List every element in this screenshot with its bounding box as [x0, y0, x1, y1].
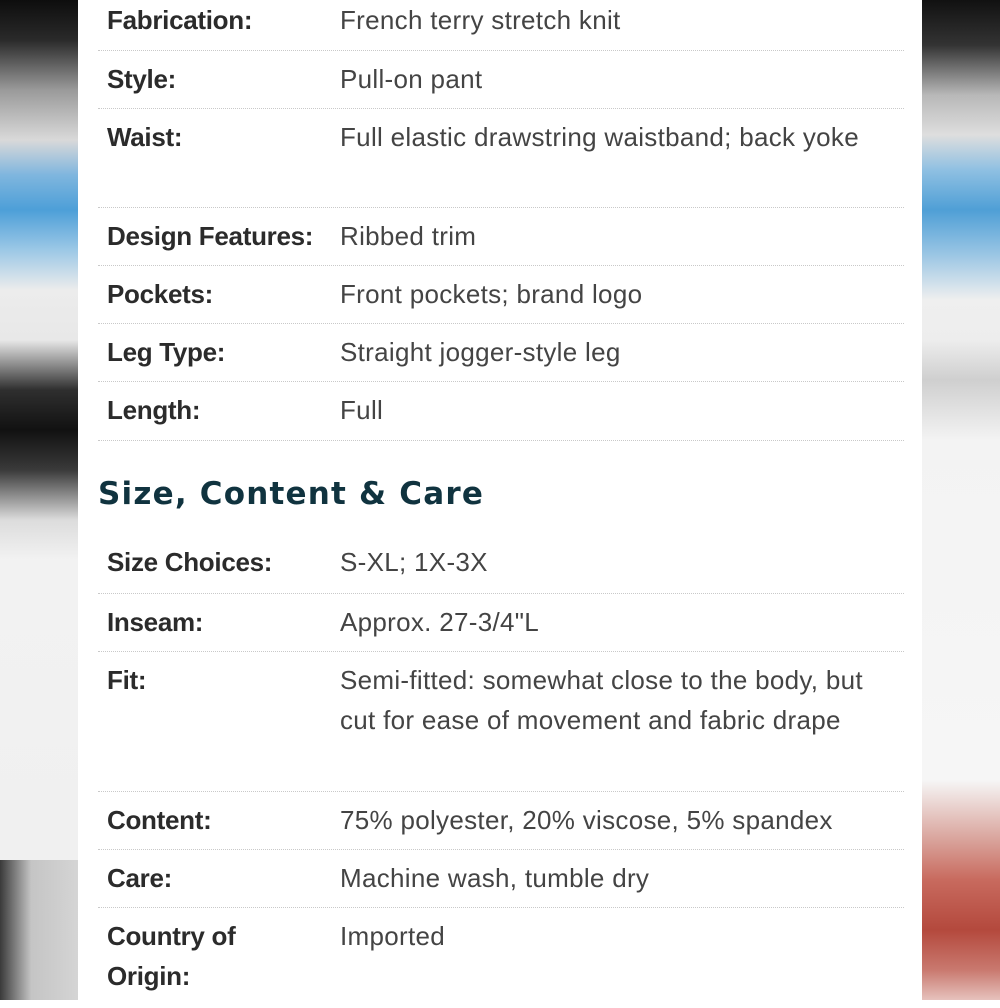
table-row — [98, 266, 904, 324]
row-label: Pockets: — [107, 279, 213, 309]
table-row — [98, 850, 904, 908]
row-label: Leg Type: — [107, 337, 226, 367]
table-row — [98, 109, 904, 208]
table-row — [98, 594, 904, 652]
row-value: Ribbed trim — [340, 221, 477, 251]
row-label: Content: — [107, 805, 212, 835]
table-row — [98, 536, 904, 594]
row-value: Approx. 27-3/4"L — [340, 607, 540, 637]
row-label: Country of Origin: — [107, 921, 236, 991]
product-details-card — [78, 0, 922, 1000]
table-row — [98, 208, 904, 266]
table-row — [98, 0, 904, 51]
table-row — [98, 51, 904, 109]
table-row — [98, 652, 904, 792]
row-value: S-XL; 1X-3X — [340, 547, 488, 577]
size-care-table — [98, 536, 904, 1008]
row-value: Semi-fitted: somewhat close to the body, but cut for ease of movement and fabric drape — [340, 665, 863, 735]
row-label: Size Choices: — [107, 547, 273, 577]
section-heading: Size, Content & Care — [98, 476, 485, 512]
table-row — [98, 908, 904, 1008]
details-table — [98, 0, 904, 441]
row-value: Pull-on pant — [340, 64, 483, 94]
row-value: Imported — [340, 921, 446, 951]
row-value: Machine wash, tumble dry — [340, 863, 650, 893]
row-label: Inseam: — [107, 607, 204, 637]
row-label: Care: — [107, 863, 172, 893]
background-right-strip — [922, 0, 1000, 1000]
background-left-strip — [0, 0, 78, 1000]
row-value: French terry stretch knit — [340, 5, 621, 35]
row-label: Length: — [107, 395, 201, 425]
table-row — [98, 324, 904, 382]
row-value: Full — [340, 395, 384, 425]
row-value: 75% polyester, 20% viscose, 5% spandex — [340, 805, 833, 835]
row-value: Full elastic drawstring waistband; back yoke — [340, 122, 859, 152]
row-label: Waist: — [107, 122, 183, 152]
row-label: Style: — [107, 64, 177, 94]
row-label: Design Features: — [107, 221, 314, 251]
row-label: Fabrication: — [107, 5, 253, 35]
row-value: Straight jogger-style leg — [340, 337, 621, 367]
table-row — [98, 792, 904, 850]
row-label: Fit: — [107, 665, 147, 695]
table-row — [98, 382, 904, 441]
row-value: Front pockets; brand logo — [340, 279, 643, 309]
